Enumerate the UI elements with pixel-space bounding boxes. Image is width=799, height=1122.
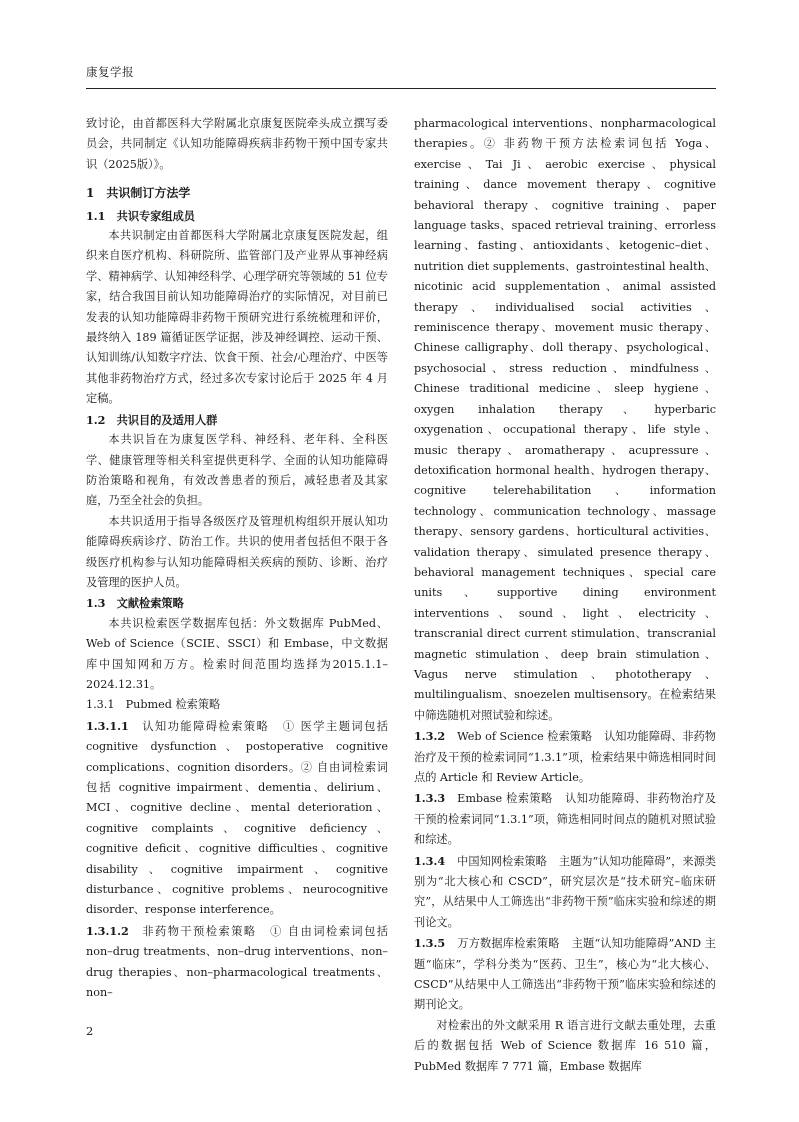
section-1-3-1-2-text: ① 自由词检索词包括 non–drug treatments、non–drug interventions、non–drug therapies、non–pharmacological treatments、non–: [86, 924, 388, 1000]
section-1-3-paragraph: 本共识检索医学数据库包括：外文数据库 PubMed、Web of Science（SCIE、SSCI）和 Embase，中文数据库中国知网和万方。检索时间范围均选择为2015.1.1–2024.12.31。: [86, 616, 388, 691]
right-column: [414, 114, 716, 1077]
section-1-3-4-text: 主题为“认知功能障碍”，来源类别为“北大核心和 CSCD”，研究层次是“技术研究–临床研究”，从结果中人工筛选出“非药物干预”临床实验和综述的期刊论文。: [414, 854, 716, 929]
section-1-3-1-2: [86, 921, 388, 1004]
section-1-3-5-number: 1.3.5: [414, 936, 446, 951]
section-1-3-4: [414, 851, 716, 934]
section-1-3-title: 1.3 文献检索策略: [86, 596, 184, 611]
section-1-3-1-2-number: 1.3.1.2: [86, 923, 129, 938]
section-1-2-title: 1.2 共识目的及适用人群: [86, 412, 218, 427]
section-1-3-2-text: 认知功能障碍、非药物治疗及干预的检索词同“1.3.1”项，检索结果中筛选相同时间点的 Article 和 Review Article。: [414, 730, 716, 784]
section-1-1-title: 1.1 共识专家组成员: [86, 208, 195, 223]
section-1-2-paragraph-a: 本共识旨在为康复医学科、神经科、老年科、全科医学、健康管理等相关科室提供更科学、全面的认知功能障碍防治策略和视角，有效改善患者的预后，减轻患者及其家庭，乃至全社会的负担。: [86, 433, 388, 508]
section-1-3-1-1-number: 1.3.1.1: [86, 718, 129, 733]
section-1-3-3: [414, 788, 716, 850]
section-1-2-paragraph-b: 本共识适用于指导各级医疗及管理机构组织开展认知功能障碍疾病诊疗、防治工作。共识的使用者包括但不限于各级医疗机构参与认知功能障碍相关疾病的预防、诊断、治疗及管理的医护人员。: [86, 514, 388, 589]
section-1-3-5-text: 主题“认知功能障碍”AND 主题“临床”，学科分类为“医药、卫生”，核心为“北大核心、CSCD”从结果中人工筛选出“非药物干预”临床实验和综述的期刊论文。: [414, 937, 716, 1012]
section-1-3-4-number: 1.3.4: [414, 853, 446, 868]
section-1-1-paragraph: 本共识制定由首都医科大学附属北京康复医院发起，组织来自医疗机构、科研院所、监管部门及产业界从事神经病学、精神病学、认知神经科学、心理学研究等领域的 51 位专家，结合我国目前认知功能障碍治疗的实际情况，对目前已发表的认知功能障碍非药物干预研究进行系统梳理和评价，最终纳入 189 篇循证医学证据，涉及神经调控、运动干预、认知训练/认知数字疗法、饮食干预、社会/心理治疗、中医等其他非药物治疗方式，经过多次专家讨论后于 2025 年 4 月定稿。: [86, 229, 388, 406]
continued-paragraph: pharmacological interventions、nonpharmacological therapies。② 非药物干预方法检索词包括 Yoga、exercise、Tai Ji、aerobic exercise、physical training、dance movement therapy、cognitive behavioral therapy、cognitive training、paper language tasks、spaced retrieval training、errorless learning、fasting、antioxidants、ketogenic–diet、nutrition diet supplements、gastrointestinal health、nicotinic acid supplementation、animal assisted therapy、individualised social activities、reminiscence therapy、movement music therapy、Chinese calligraphy、doll therapy、psychological、psychosocial、stress reduction、mindfulness、Chinese traditional medicine、sleep hygiene、oxygen inhalation therapy、hyperbaric oxygenation、occupational therapy、life style、music therapy、aromatherapy、acupressure、detoxification hormonal health、hydrogen therapy、cognitive telerehabilitation、information technology、communication technology、massage therapy、sensory gardens、horticultural activities、validation therapy、simulated presence therapy、behavioral management techniques、special care units、supportive dining environment interventions、sound、light、electricity、transcranial direct current stimulation、transcranial magnetic stimulation、deep brain stimulation、Vagus nerve stimulation、phototherapy、multilingualism、snoezelen multisensory。在检索结果中筛选随机对照试验和综述。: [414, 117, 716, 722]
intro-paragraph: 致讨论，由首都医科大学附属北京康复医院牵头成立撰写委员会，共同制定《认知功能障碍疾病非药物干预中国专家共识（2025版）》。: [86, 117, 388, 171]
dedup-paragraph: 对检索出的外文献采用 R 语言进行文献去重处理，去重后的数据包括 Web of Science 数据库 16 510 篇，PubMed 数据库 7 771 篇，Embase 数据库: [414, 1018, 716, 1073]
section-1-3-1-2-label: 非药物干预检索策略: [140, 924, 257, 938]
section-1-3-3-label: Embase 检索策略: [457, 792, 553, 806]
section-1-3-5-label: 万方数据库检索策略: [457, 937, 560, 951]
section-1-3-2: [414, 726, 716, 788]
section-1-title: 1 共识制订方法学: [86, 186, 191, 201]
section-1-3-5: [414, 933, 716, 1016]
section-1-3-3-text: 认知功能障碍、非药物治疗及干预的检索词同“1.3.1”项，筛选相同时间点的随机对照试验和综述。: [414, 792, 716, 847]
section-1-3-1-1-text: ① 医学主题词包括 cognitive dysfunction、postoperative cognitive complications、cognition disorders。② 自由词检索词包括 cognitive impairment、dementia、delirium、MCI、cognitive decline、mental deterioration、cognitive complaints、cognitive deficiency、cognitive deficit、cognitive difficulties、cognitive disability、cognitive impairment、cognitive disturbance、cognitive problems、neurocognitive disorder、response interference。: [86, 719, 388, 917]
section-1-3-2-label: Web of Science 检索策略: [457, 730, 593, 744]
section-1-3-1-1: [86, 716, 388, 921]
section-1-3-3-number: 1.3.3: [414, 791, 446, 806]
section-1-3-1-title: 1.3.1 Pubmed 检索策略: [86, 698, 221, 712]
header-rule: [86, 88, 716, 89]
left-column: [86, 114, 388, 1003]
section-1-3-4-label: 中国知网检索策略: [457, 854, 547, 868]
section-1-3-2-number: 1.3.2: [414, 729, 446, 744]
section-1-3-1-1-label: 认知功能障碍检索策略: [140, 719, 270, 733]
page-number: 2: [86, 1024, 94, 1038]
journal-name: 康复学报: [86, 65, 134, 79]
